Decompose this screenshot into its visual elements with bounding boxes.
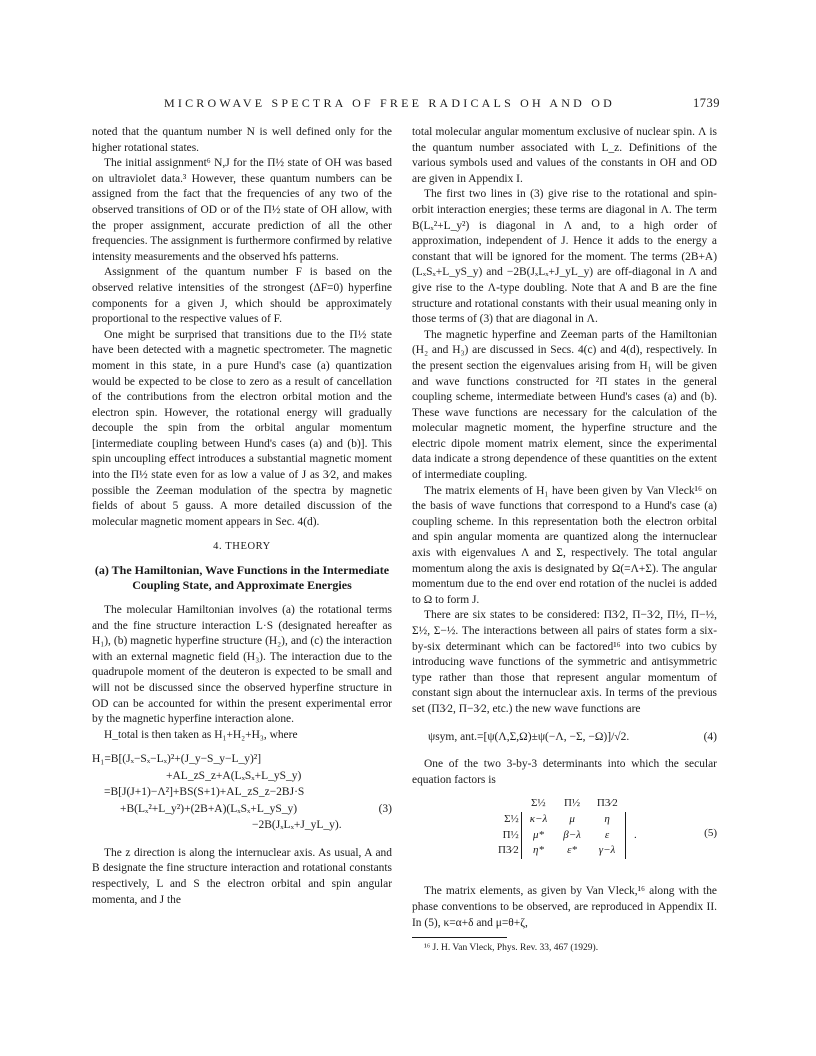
paragraph: The z direction is along the internuclear axis. As usual, A and B designate the fine structure interaction and rotational constants respectively, L and S the electron orbital and spin angular momenta, and J the [92,846,392,906]
paragraph: Assignment of the quantum number F is based on the observed relative intensities of the strongest (ΔF=0) hyperfine components for a given J, which should be approximately proportional to the respective values of F. [92,266,392,326]
column-header: Σ½ [530,797,546,810]
running-head [92,96,720,112]
determinant-table [490,796,645,858]
determinant-header-row [490,796,645,812]
row-label: Π½ [502,828,519,841]
equation-number: (4) [703,730,717,743]
running-title: MICROWAVE SPECTRA OF FREE RADICALS OH AND OD [164,96,615,110]
paragraph: One might be surprised that transitions due to the Π½ state have been detected with a magnetic spectrometer. The magnetic moment in this state, in a pure Hund's case (a) quantization would be expected to be close to zero as a result of cancellation of the contributions from the electron orbital motion and the electron spin. However, the rotational energy will gradually decouple the spin from the orbital angular momentum [intermediate coupling between Hund's cases (a) and (b)]. This spin uncoupling effect introduces a substantial magnetic moment into the Π½ state even for as low a value of J as 3⁄2, and makes possible the Zeeman modulation of the spectra by magnetic fields of about 5 gauss. A more detailed discussion of the molecular magnetic moment appears in Sec. 4(d). [92,328,392,528]
paragraph: The first two lines in (3) give rise to the rotational and spin-orbit interaction energies; these terms are diagonal in Λ. The term B(Lₓ²+L_y²) is diagonal in Λ and, to a high order of approximation, independent of J. Hence it adds to the energy a constant that will be ignored for the moment. The terms (2B+A)(LₓSₓ+L_yS_y) and −2B(JₓLₓ+J_yL_y) are off-diagonal in Λ and give rise to the Λ-type doubling. Note that A and B are the fine structure and rotational constants with their usual meaning only in those terms of (3) that are diagonal in Λ. [412,188,717,326]
matrix-cell: μ [569,812,575,825]
equation-number: (3) [378,803,392,816]
matrix-cell: β−λ [563,828,581,841]
matrix-cell: μ* [521,828,555,844]
matrix-cell: η* [521,843,555,859]
equation-4 [412,730,717,746]
right-column [412,125,717,954]
column-header: Π½ [563,797,581,810]
matrix-cell: ε [589,828,626,844]
paragraph: noted that the quantum number N is well defined only for the higher rotational states. [92,126,392,154]
equation-number: (5) [704,827,717,840]
paragraph: There are six states to be considered: Π3⁄2, Π−3⁄2, Π½, Π−½, Σ½, Σ−½. The interactions between all pairs of states form a six-by-six determinant which can be factored¹⁶ into two cubics by introducing wave functions of the symmetric and antisymmetric type rather than those that represent angular momentum of constant sign about the internuclear axis. In terms of the previous set (Π3⁄2, Π−3⁄2, etc.) the new wave functions are [412,609,717,715]
determinant-row [490,843,645,859]
section-heading: 4. THEORY [213,541,271,553]
matrix-cell: κ−λ [521,812,555,828]
determinant-row [490,812,645,828]
equation-line: =B[J(J+1)−Λ²]+BS(S+1)+AL_zS_z−2BJ·S [104,786,305,799]
paragraph: H_total is then taken as H₁+H₂+H₃, where [104,728,298,741]
equation-line: H₁=B[(Jₓ−Sₓ−Lₓ)²+(J_y−S_y−L_y)²] [92,753,262,766]
paragraph: The matrix elements, as given by Van Vleck,¹⁶ along with the phase conventions to be observed, are reproduced in Appendix II. In (5), κ=α+δ and μ=θ+ζ, [412,885,717,929]
footnote-divider [412,937,507,938]
paragraph: The initial assignment⁶ N,J for the Π½ state of OH was based on ultraviolet data.³ However, these quantum numbers can be assigned from the fact that the frequencies of any two of the observed transitions of OD or of the Π½ state of OH allow, with the proper assignment, accurate prediction of all the other frequencies. The assignment is furthermore confirmed by relative intensity measurements and the observed hfs patterns. [92,157,392,263]
column-header: Π3⁄2 [596,797,618,810]
determinant-trailing: . [634,828,637,841]
paragraph: The molecular Hamiltonian involves (a) the rotational terms and the fine structure interaction L·S (designated hereafter as H₁), (b) magnetic hyperfine structure (H₂), and (c) the interaction with an external magnetic field (H₃). The interaction due to the quadrupole moment of the deuteron is expected to be small and will not be discussed since the observed hyperfine structure in OD can be accounted for within the present experimental error by the magnetic hyperfine interaction alone. [92,604,392,726]
row-label: Σ½ [504,812,519,825]
paragraph: One of the two 3-by-3 determinants into which the secular equation factors is [412,758,717,786]
matrix-cell: ε* [567,844,577,857]
equation-line: −2B(JₓLₓ+J_yL_y). [252,819,342,832]
page-number: 1739 [693,96,720,110]
equation-line: +B(Lₓ²+L_y²)+(2B+A)(LₓSₓ+L_yS_y) [120,802,298,815]
determinant-row [490,828,645,844]
left-column [92,125,392,908]
equation-3 [92,751,392,834]
paragraph: total molecular angular momentum exclusive of nuclear spin. Λ is the quantum number associated with L_z. Definitions of the various symbols used and values of the constants in OH and OD are given in Appendix I. [412,126,717,185]
paragraph: The matrix elements of H₁ have been given by Van Vleck¹⁶ on the basis of wave functions that correspond to a Hund's case (a) coupling scheme. In this representation both the electron orbital and spin angular momenta are quantized along the internuclear axis with eigenvalues Λ and Σ, respectively. The total angular momentum along the axis is designated by Ω(=Λ+Σ). The angular momentum due to the end over end rotation of the nuclei is added to Ω to form J. [412,484,717,606]
subsection-heading: (a) The Hamiltonian, Wave Functions in the Intermediate Coupling State, and Approximate Energies [94,563,390,593]
matrix-cell: γ−λ [589,843,626,859]
equation-text: ψsym, ant.=[ψ(Λ,Σ,Ω)±ψ(−Λ, −Σ, −Ω)]/√2. [428,730,630,743]
equation-5-determinant [412,796,717,874]
footnote: ¹⁶ J. H. Van Vleck, Phys. Rev. 33, 467 (1929). [424,943,599,954]
matrix-cell: η [589,812,626,828]
equation-line: +AL_zS_z+A(LₓSₓ+L_yS_y) [166,769,302,782]
row-label: Π3⁄2 [498,844,519,857]
paragraph: The magnetic hyperfine and Zeeman parts of the Hamiltonian (H₂ and H₃) are discussed in Secs. 4(c) and 4(d), respectively. In the present section the eigenvalues arising from H₁ will be given and wave functions constructed for ²Π states in the general coupling scheme, intermediate between Hund's cases (a) and (b). These wave functions are necessary for the calculation of the molecular magnetic moment, the hyperfine structure and the electric dipole moment matrix element, since the experimental data indicate a strong dependence of these quantities on the extent of intermediate coupling. [412,328,717,482]
